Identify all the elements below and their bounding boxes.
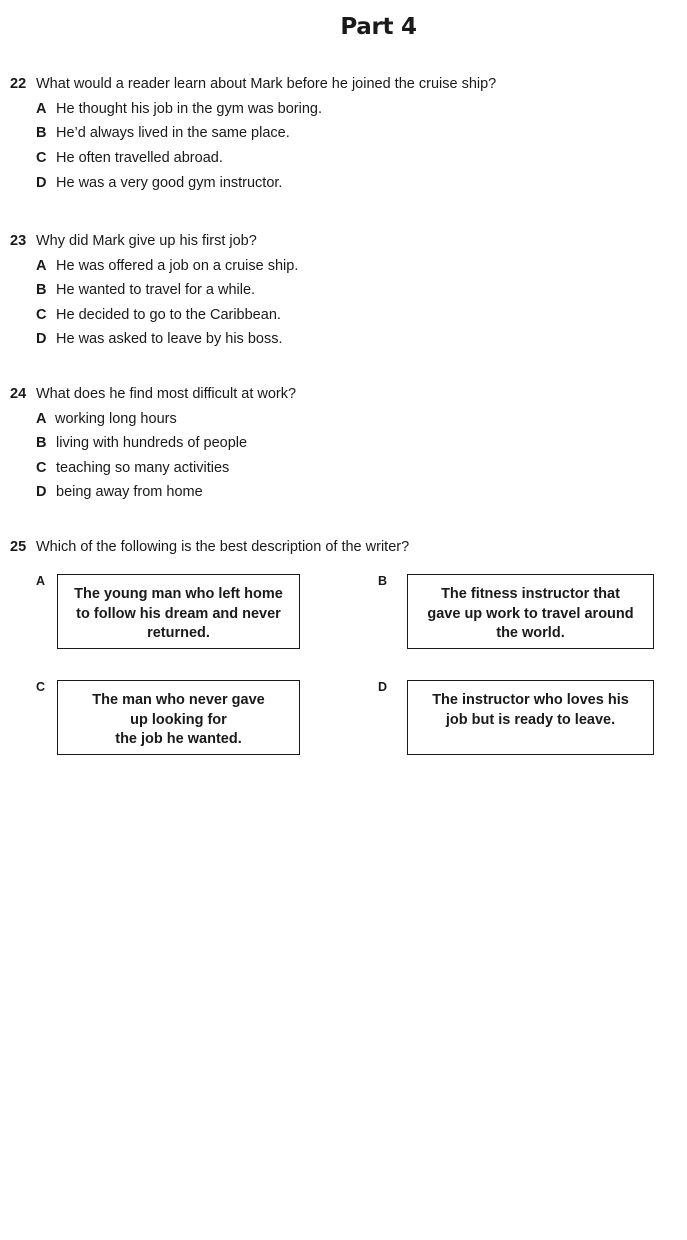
option-letter: B	[36, 435, 47, 451]
option-text: He often travelled abroad.	[56, 150, 223, 166]
answer-box-c[interactable]	[57, 680, 300, 755]
option-letter: D	[36, 175, 47, 191]
answer-box-a[interactable]	[57, 574, 300, 649]
option-letter: D	[36, 484, 47, 500]
option-text: He was offered a job on a cruise ship.	[56, 258, 299, 274]
option-text: He was a very good gym instructor.	[56, 175, 283, 191]
answer-box-text: The fitness instructor that gave up work to travel around the world.	[427, 586, 634, 641]
question-number: 24	[10, 386, 27, 402]
box-letter-d: D	[378, 680, 388, 694]
page-title: Part 4	[340, 14, 417, 40]
question-text: What would a reader learn about Mark before he joined the cruise ship?	[36, 76, 497, 92]
option-text: being away from home	[56, 484, 203, 500]
question-number: 22	[10, 76, 27, 92]
box-letter-a: A	[36, 574, 46, 588]
option-letter: A	[36, 411, 47, 427]
option-text: He decided to go to the Caribbean.	[56, 307, 281, 323]
option-text: living with hundreds of people	[56, 435, 248, 451]
answer-box-b[interactable]	[407, 574, 654, 649]
answer-box-d[interactable]	[407, 680, 654, 755]
option-text: He’d always lived in the same place.	[56, 125, 290, 141]
question-text: Which of the following is the best description of the writer?	[36, 539, 410, 555]
question-number: 23	[10, 233, 27, 249]
answer-box-text: The instructor who loves his job but is ready to leave.	[432, 692, 629, 728]
box-letter-c: C	[36, 680, 46, 694]
question-number: 25	[10, 539, 27, 555]
option-text: He wanted to travel for a while.	[56, 282, 256, 298]
option-letter: C	[36, 307, 47, 323]
answer-box-text: The man who never gave up looking for the job he wanted.	[92, 692, 265, 747]
answer-box-text: The young man who left home to follow his dream and never returned.	[74, 586, 283, 641]
question-text: Why did Mark give up his first job?	[36, 233, 257, 249]
option-letter: A	[36, 258, 47, 274]
option-text: He was asked to leave by his boss.	[56, 331, 283, 347]
option-letter: C	[36, 460, 47, 476]
option-letter: A	[36, 101, 47, 117]
option-text: working long hours	[55, 411, 177, 427]
option-letter: D	[36, 331, 47, 347]
option-text: He thought his job in the gym was boring.	[56, 101, 322, 117]
option-text: teaching so many activities	[56, 460, 230, 476]
box-letter-b: B	[378, 574, 388, 588]
option-letter: B	[36, 282, 47, 298]
option-letter: B	[36, 125, 47, 141]
question-text: What does he find most difficult at work?	[36, 386, 297, 402]
option-letter: C	[36, 150, 47, 166]
